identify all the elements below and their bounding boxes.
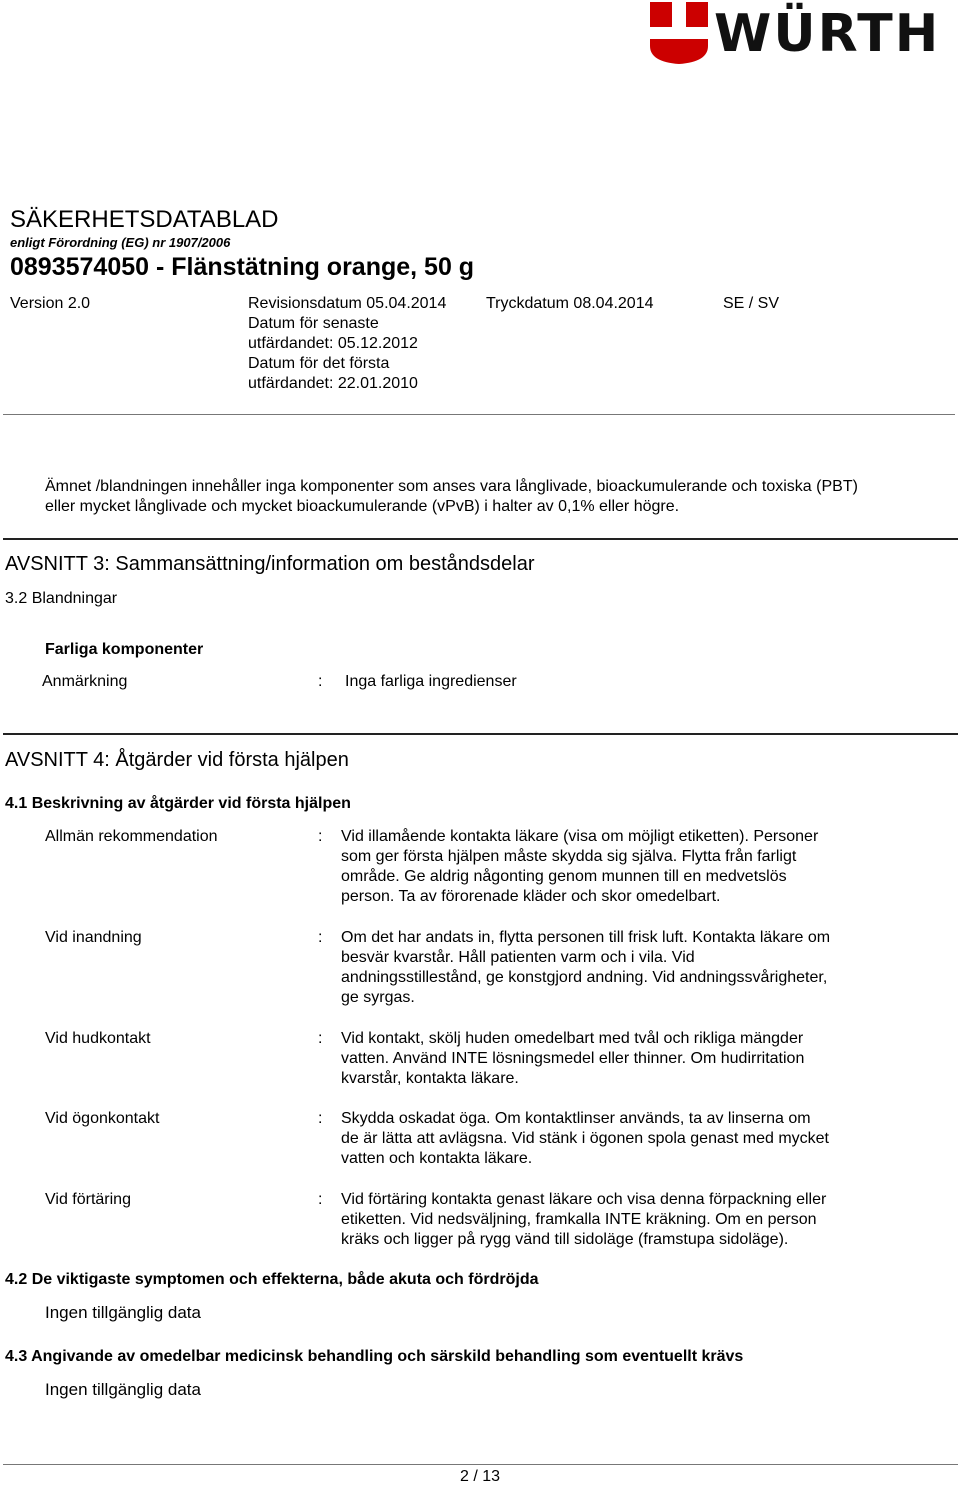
revision-date: Revisionsdatum 05.04.2014 xyxy=(248,295,447,312)
first-aid-row-text xyxy=(341,1109,886,1169)
header-divider xyxy=(3,414,955,415)
colon: : xyxy=(318,1191,323,1208)
text-line: Vid illamående kontakta läkare (visa om möjligt etiketten). Personer xyxy=(341,828,819,845)
colon: : xyxy=(318,828,323,845)
last-issue-label: Datum för senaste xyxy=(248,315,379,332)
first-aid-row-text xyxy=(341,827,886,907)
text-line: etiketten. Vid nedsväljning, framkalla INTE kräkning. Om en person xyxy=(341,1211,817,1228)
colon: : xyxy=(318,929,323,946)
first-aid-row-text xyxy=(341,1029,886,1089)
subsection-4-2-heading: 4.2 De viktigaste symptomen och effekterna, både akuta och fördröjda xyxy=(5,1271,539,1288)
first-aid-row-label: Vid ögonkontakt xyxy=(45,1110,160,1127)
subsection-4-2-value: Ingen tillgänglig data xyxy=(45,1303,201,1322)
section-3-heading: AVSNITT 3: Sammansättning/information om beståndsdelar xyxy=(5,553,535,575)
first-issue-label: Datum för det första xyxy=(248,355,390,372)
text-line: Vid kontakt, skölj huden omedelbart med tvål och rikliga mängder xyxy=(341,1030,804,1047)
footer-divider xyxy=(3,1464,958,1465)
text-line: person. Ta av förorenade kläder och skor omedelbart. xyxy=(341,888,721,905)
first-aid-row-label: Allmän rekommendation xyxy=(45,828,218,845)
first-aid-row-text xyxy=(341,928,886,1008)
subsection-4-3-value: Ingen tillgänglig data xyxy=(45,1380,201,1399)
pbt-note xyxy=(45,477,945,517)
page-number: 2 / 13 xyxy=(459,1468,501,1485)
document-title: SÄKERHETSDATABLAD xyxy=(10,206,279,233)
first-aid-row-label: Vid inandning xyxy=(45,929,142,946)
text-line: kräks och ligger på rygg vänd till sidoläge (framstupa sidoläge). xyxy=(341,1231,789,1248)
subsection-4-1-heading: 4.1 Beskrivning av åtgärder vid första hjälpen xyxy=(5,795,351,812)
pbt-note-line: Ämnet /blandningen innehåller inga komponenter som anses vara långlivade, bioackumulerande och toxiska (PBT) xyxy=(45,478,858,495)
remark-value: Inga farliga ingredienser xyxy=(345,673,517,690)
colon: : xyxy=(318,673,323,690)
text-line: besvär kvarstår. Håll patienten varm och i vila. Vid xyxy=(341,949,695,966)
wurth-logo xyxy=(648,0,958,70)
print-date: Tryckdatum 08.04.2014 xyxy=(486,295,654,312)
document-subtitle: enligt Förordning (EG) nr 1907/2006 xyxy=(10,235,231,250)
language-code: SE / SV xyxy=(723,295,780,312)
text-line: Om det har andats in, flytta personen till frisk luft. Kontakta läkare om xyxy=(341,929,831,946)
colon: : xyxy=(318,1030,323,1047)
subsection-3-2-heading: 3.2 Blandningar xyxy=(5,590,118,607)
text-line: Skydda oskadat öga. Om kontaktlinser används, ta av linserna om xyxy=(341,1110,811,1127)
colon: : xyxy=(318,1110,323,1127)
text-line: Vid förtäring kontakta genast läkare och visa denna förpackning eller xyxy=(341,1191,827,1208)
hazardous-components-heading: Farliga komponenter xyxy=(45,641,204,658)
text-line: de är lätta att avlägsna. Vid stänk i ögonen spola genast med mycket xyxy=(341,1130,829,1147)
first-issue-date: utfärdandet: 22.01.2010 xyxy=(248,375,418,392)
text-line: område. Ge aldrig någonting genom munnen till en medvetslös xyxy=(341,868,787,885)
first-aid-row-text xyxy=(341,1190,886,1250)
section-4-heading: AVSNITT 4: Åtgärder vid första hjälpen xyxy=(5,749,349,771)
text-line: andningsstillestånd, ge konstgjord andning. Vid andningssvårigheter, xyxy=(341,969,828,986)
first-aid-row-label: Vid förtäring xyxy=(45,1191,131,1208)
revision-block xyxy=(248,294,446,394)
text-line: vatten och kontakta läkare. xyxy=(341,1150,533,1167)
text-line: vatten. Använd INTE lösningsmedel eller thinner. Om hudirritation xyxy=(341,1050,805,1067)
text-line: ge syrgas. xyxy=(341,989,415,1006)
subsection-4-3-heading: 4.3 Angivande av omedelbar medicinsk behandling och särskild behandling som eventuellt krävs xyxy=(5,1348,744,1365)
first-aid-row-label: Vid hudkontakt xyxy=(45,1030,151,1047)
section-divider xyxy=(3,733,958,735)
version-label: Version 2.0 xyxy=(10,295,91,312)
product-name: 0893574050 - Flänstätning orange, 50 g xyxy=(10,253,475,281)
text-line: kvarstår, kontakta läkare. xyxy=(341,1070,519,1087)
pbt-note-line: eller mycket långlivade och mycket bioackumulerande (vPvB) i halter av 0,1% eller högre. xyxy=(45,498,680,515)
text-line: som ger första hjälpen måste skydda sig själva. Flytta från farligt xyxy=(341,848,797,865)
remark-label: Anmärkning xyxy=(42,673,128,690)
wurth-emblem-icon xyxy=(648,0,710,66)
last-issue-date: utfärdandet: 05.12.2012 xyxy=(248,335,418,352)
logo-wordmark: WÜRTH xyxy=(714,4,941,64)
section-divider xyxy=(3,538,958,540)
